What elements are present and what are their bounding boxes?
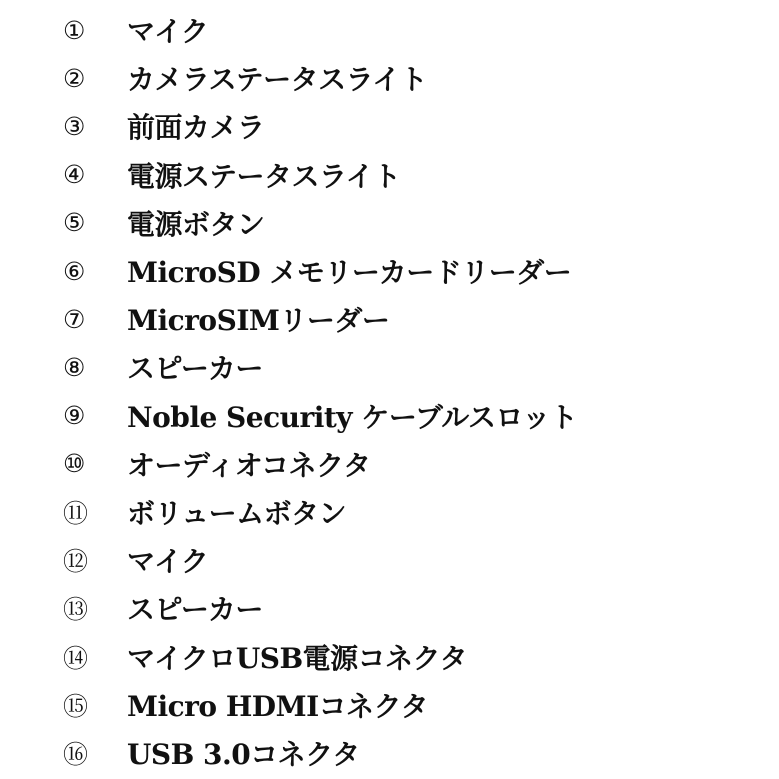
legend-number: ⑬ <box>63 595 89 625</box>
legend-label: スピーカー <box>127 593 263 627</box>
legend-label: スピーカー <box>127 352 263 386</box>
legend-item <box>0 199 779 247</box>
component-legend-list <box>0 6 779 777</box>
legend-number: ⑯ <box>63 739 89 769</box>
legend-number: ⑦ <box>63 304 86 334</box>
legend-label: MicroSD メモリーカードリーダー <box>127 256 572 290</box>
legend-item <box>0 102 779 150</box>
legend-item <box>0 54 779 102</box>
legend-number: ⑩ <box>63 449 86 479</box>
legend-label: カメラステータスライト <box>127 63 428 97</box>
legend-number: ④ <box>63 160 86 190</box>
legend-item <box>0 247 779 295</box>
legend-number: ⑪ <box>63 498 89 528</box>
legend-number: ⑤ <box>63 208 86 238</box>
legend-label: マイクロUSB電源コネクタ <box>127 641 468 675</box>
legend-item <box>0 488 779 536</box>
legend-number: ② <box>63 63 86 93</box>
legend-item <box>0 584 779 632</box>
legend-item <box>0 151 779 199</box>
legend-item <box>0 392 779 440</box>
legend-item <box>0 729 779 777</box>
legend-label: マイク <box>127 545 209 579</box>
legend-label: オーディオコネクタ <box>127 448 371 482</box>
legend-number: ⑧ <box>63 352 86 382</box>
legend-item <box>0 343 779 391</box>
legend-number: ① <box>63 15 86 45</box>
legend-number: ⑨ <box>63 401 86 431</box>
legend-item <box>0 440 779 488</box>
legend-item <box>0 295 779 343</box>
legend-item <box>0 681 779 729</box>
legend-number: ③ <box>63 111 86 141</box>
legend-label: MicroSIMリーダー <box>127 304 390 338</box>
legend-label: 電源ステータスライト <box>127 159 401 193</box>
legend-label: マイク <box>127 15 209 49</box>
legend-label: ボリュームボタン <box>127 496 347 530</box>
legend-item <box>0 6 779 54</box>
legend-label: 前面カメラ <box>127 111 265 145</box>
legend-label: USB 3.0コネクタ <box>127 737 360 771</box>
legend-number: ⑮ <box>63 691 89 721</box>
legend-number: ⑫ <box>63 547 89 577</box>
legend-label: 電源ボタン <box>127 207 265 241</box>
legend-number: ⑭ <box>63 643 89 673</box>
legend-item <box>0 536 779 584</box>
legend-label: Micro HDMIコネクタ <box>127 689 429 723</box>
legend-item <box>0 632 779 680</box>
legend-number: ⑥ <box>63 256 86 286</box>
legend-label: Noble Security ケーブルスロット <box>127 400 578 434</box>
